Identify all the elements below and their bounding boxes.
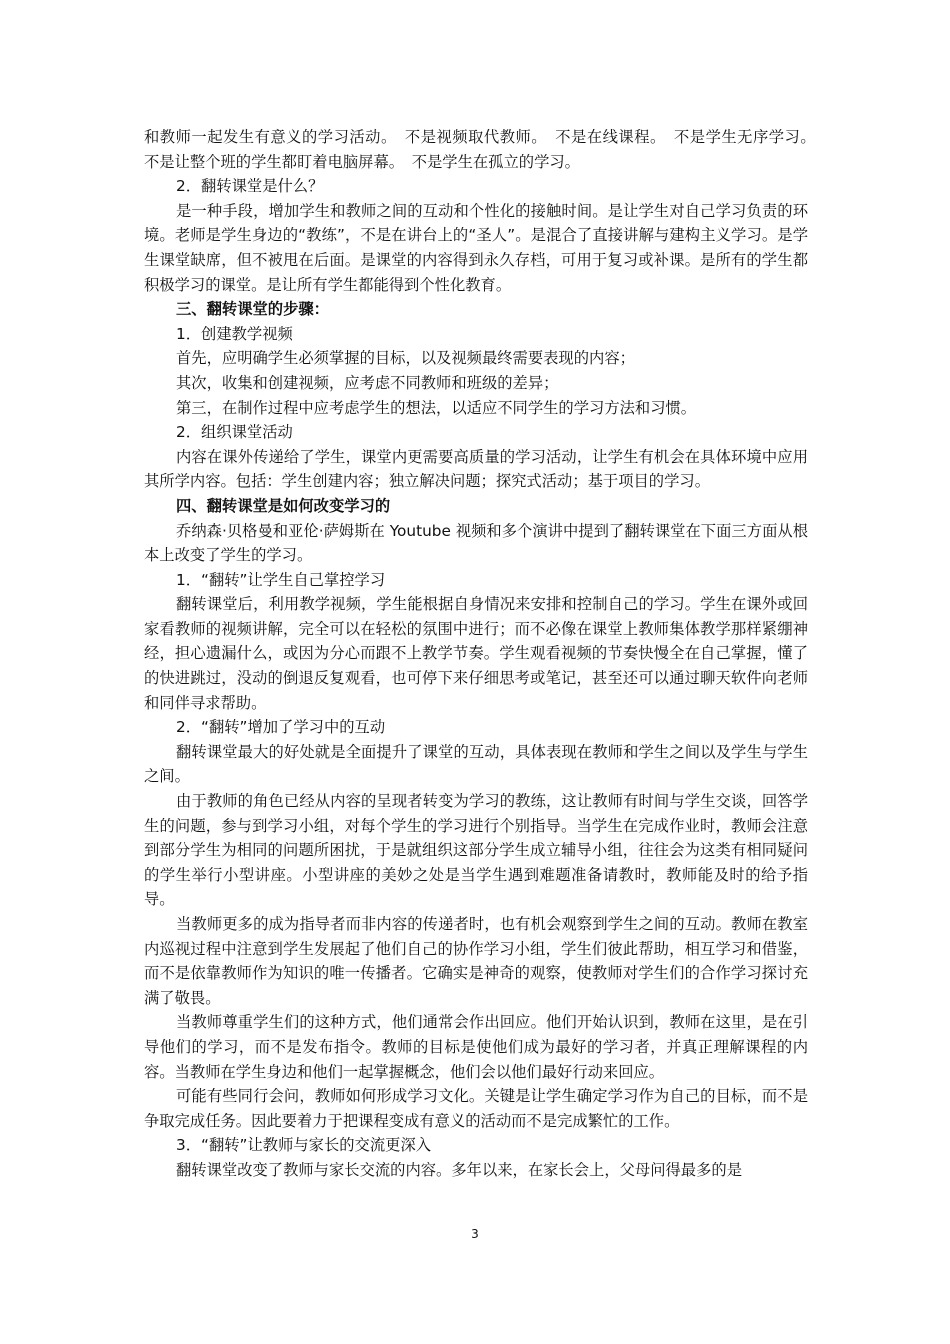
document-body [144, 125, 824, 1183]
paragraph: 第三，在制作过程中应考虑学生的想法，以适应不同学生的学习方法和习惯。 [176, 398, 697, 417]
paragraph: 翻转课堂改变了教师与家长交流的内容。多年以来，在家长会上，父母问得最多的是 [176, 1160, 742, 1179]
paragraph: 1．“翻转”让学生自己掌控学习 [176, 570, 386, 589]
paragraph: 2．组织课堂活动 [176, 423, 293, 442]
paragraph: 由于教师的角色已经从内容的呈现者转变为学习的教练，这让教师有时间与学生交谈，回答学生的问题，参与到学习小组，对每个学生的学习进行个别指导。当学生在完成作业时，教师会注意到部分学生为相同的问题所困扰，于是就组织这部分学生成立辅导小组，往往会为这类有相同疑问的学生举行小型讲座。小型讲座的美妙之处是当学生遇到难题准备请教时，教师能及时的给予指导。 [144, 792, 808, 909]
paragraph: 2．“翻转”增加了学习中的互动 [176, 718, 386, 737]
section-heading: 三、翻转课堂的步骤： [176, 300, 329, 319]
paragraph: 2．翻转课堂是什么？ [176, 177, 324, 196]
paragraph: 和教师一起发生有意义的学习活动。 不是视频取代教师。 不是在线课程。 不是学生无序学习。 不是让整个班的学生都盯着电脑屏幕。 不是学生在孤立的学习。 [144, 128, 824, 171]
paragraph: 翻转课堂最大的好处就是全面提升了课堂的互动，具体表现在教师和学生之间以及学生与学生之间。 [144, 742, 808, 786]
paragraph: 当教师尊重学生们的这种方式，他们通常会作出回应。他们开始认识到，教师在这里，是在引导他们的学习，而不是发布指令。教师的目标是使他们成为最好的学习者，并真正理解课程的内容。当教师在学生身边和他们一起掌握概念，他们会以他们最好行动来回应。 [144, 1013, 808, 1081]
paragraph: 翻转课堂后，利用教学视频，学生能根据自身情况来安排和控制自己的学习。学生在课外或回家看教师的视频讲解，完全可以在轻松的氛围中进行；而不必像在课堂上教师集体教学那样紧绷神经，担心遗漏什么，或因为分心而跟不上教学节奏。学生观看视频的节奏快慢全在自己掌握，懂了的快进跳过，没动的倒退反复观看，也可停下来仔细思考或笔记，甚至还可以通过聊天软件向老师和同伴寻求帮助。 [144, 595, 808, 712]
paragraph: 其次，收集和创建视频，应考虑不同教师和班级的差异； [176, 373, 559, 392]
paragraph: 当教师更多的成为指导者而非内容的传递者时，也有机会观察到学生之间的互动。教师在教室内巡视过程中注意到学生发展起了他们自己的协作学习小组，学生们彼此帮助，相互学习和借鉴，而不是依靠教师作为知识的唯一传播者。它确实是神奇的观察，使教师对学生们的合作学习探讨充满了敬畏。 [144, 915, 808, 1007]
paragraph: 乔纳森·贝格曼和亚伦·萨姆斯在 Youtube 视频和多个演讲中提到了翻转课堂在下面三方面从根本上改变了学生的学习。 [144, 521, 808, 565]
paragraph: 首先，应明确学生必须掌握的目标，以及视频最终需要表现的内容； [176, 349, 635, 368]
paragraph: 1．创建教学视频 [176, 324, 293, 343]
page-number: 3 [471, 1227, 479, 1241]
paragraph: 是一种手段，增加学生和教师之间的互动和个性化的接触时间。是让学生对自己学习负责的环境。老师是学生身边的“教练”，不是在讲台上的“圣人”。是混合了直接讲解与建构主义学习。是学生课堂缺席，但不被甩在后面。是课堂的内容得到永久存档，可用于复习或补课。是所有的学生都积极学习的课堂。是让所有学生都能得到个性化教育。 [144, 201, 808, 294]
paragraph: 内容在课外传递给了学生，课堂内更需要高质量的学习活动，让学生有机会在具体环境中应用其所学内容。包括：学生创建内容；独立解决问题；探究式活动；基于项目的学习。 [144, 447, 808, 491]
section-heading: 四、翻转课堂是如何改变学习的 [176, 496, 391, 515]
paragraph: 3．“翻转”让教师与家长的交流更深入 [176, 1136, 432, 1155]
paragraph: 可能有些同行会问，教师如何形成学习文化。关键是让学生确定学习作为自己的目标，而不是争取完成任务。因此要着力于把课程变成有意义的活动而不是完成繁忙的工作。 [144, 1087, 808, 1130]
